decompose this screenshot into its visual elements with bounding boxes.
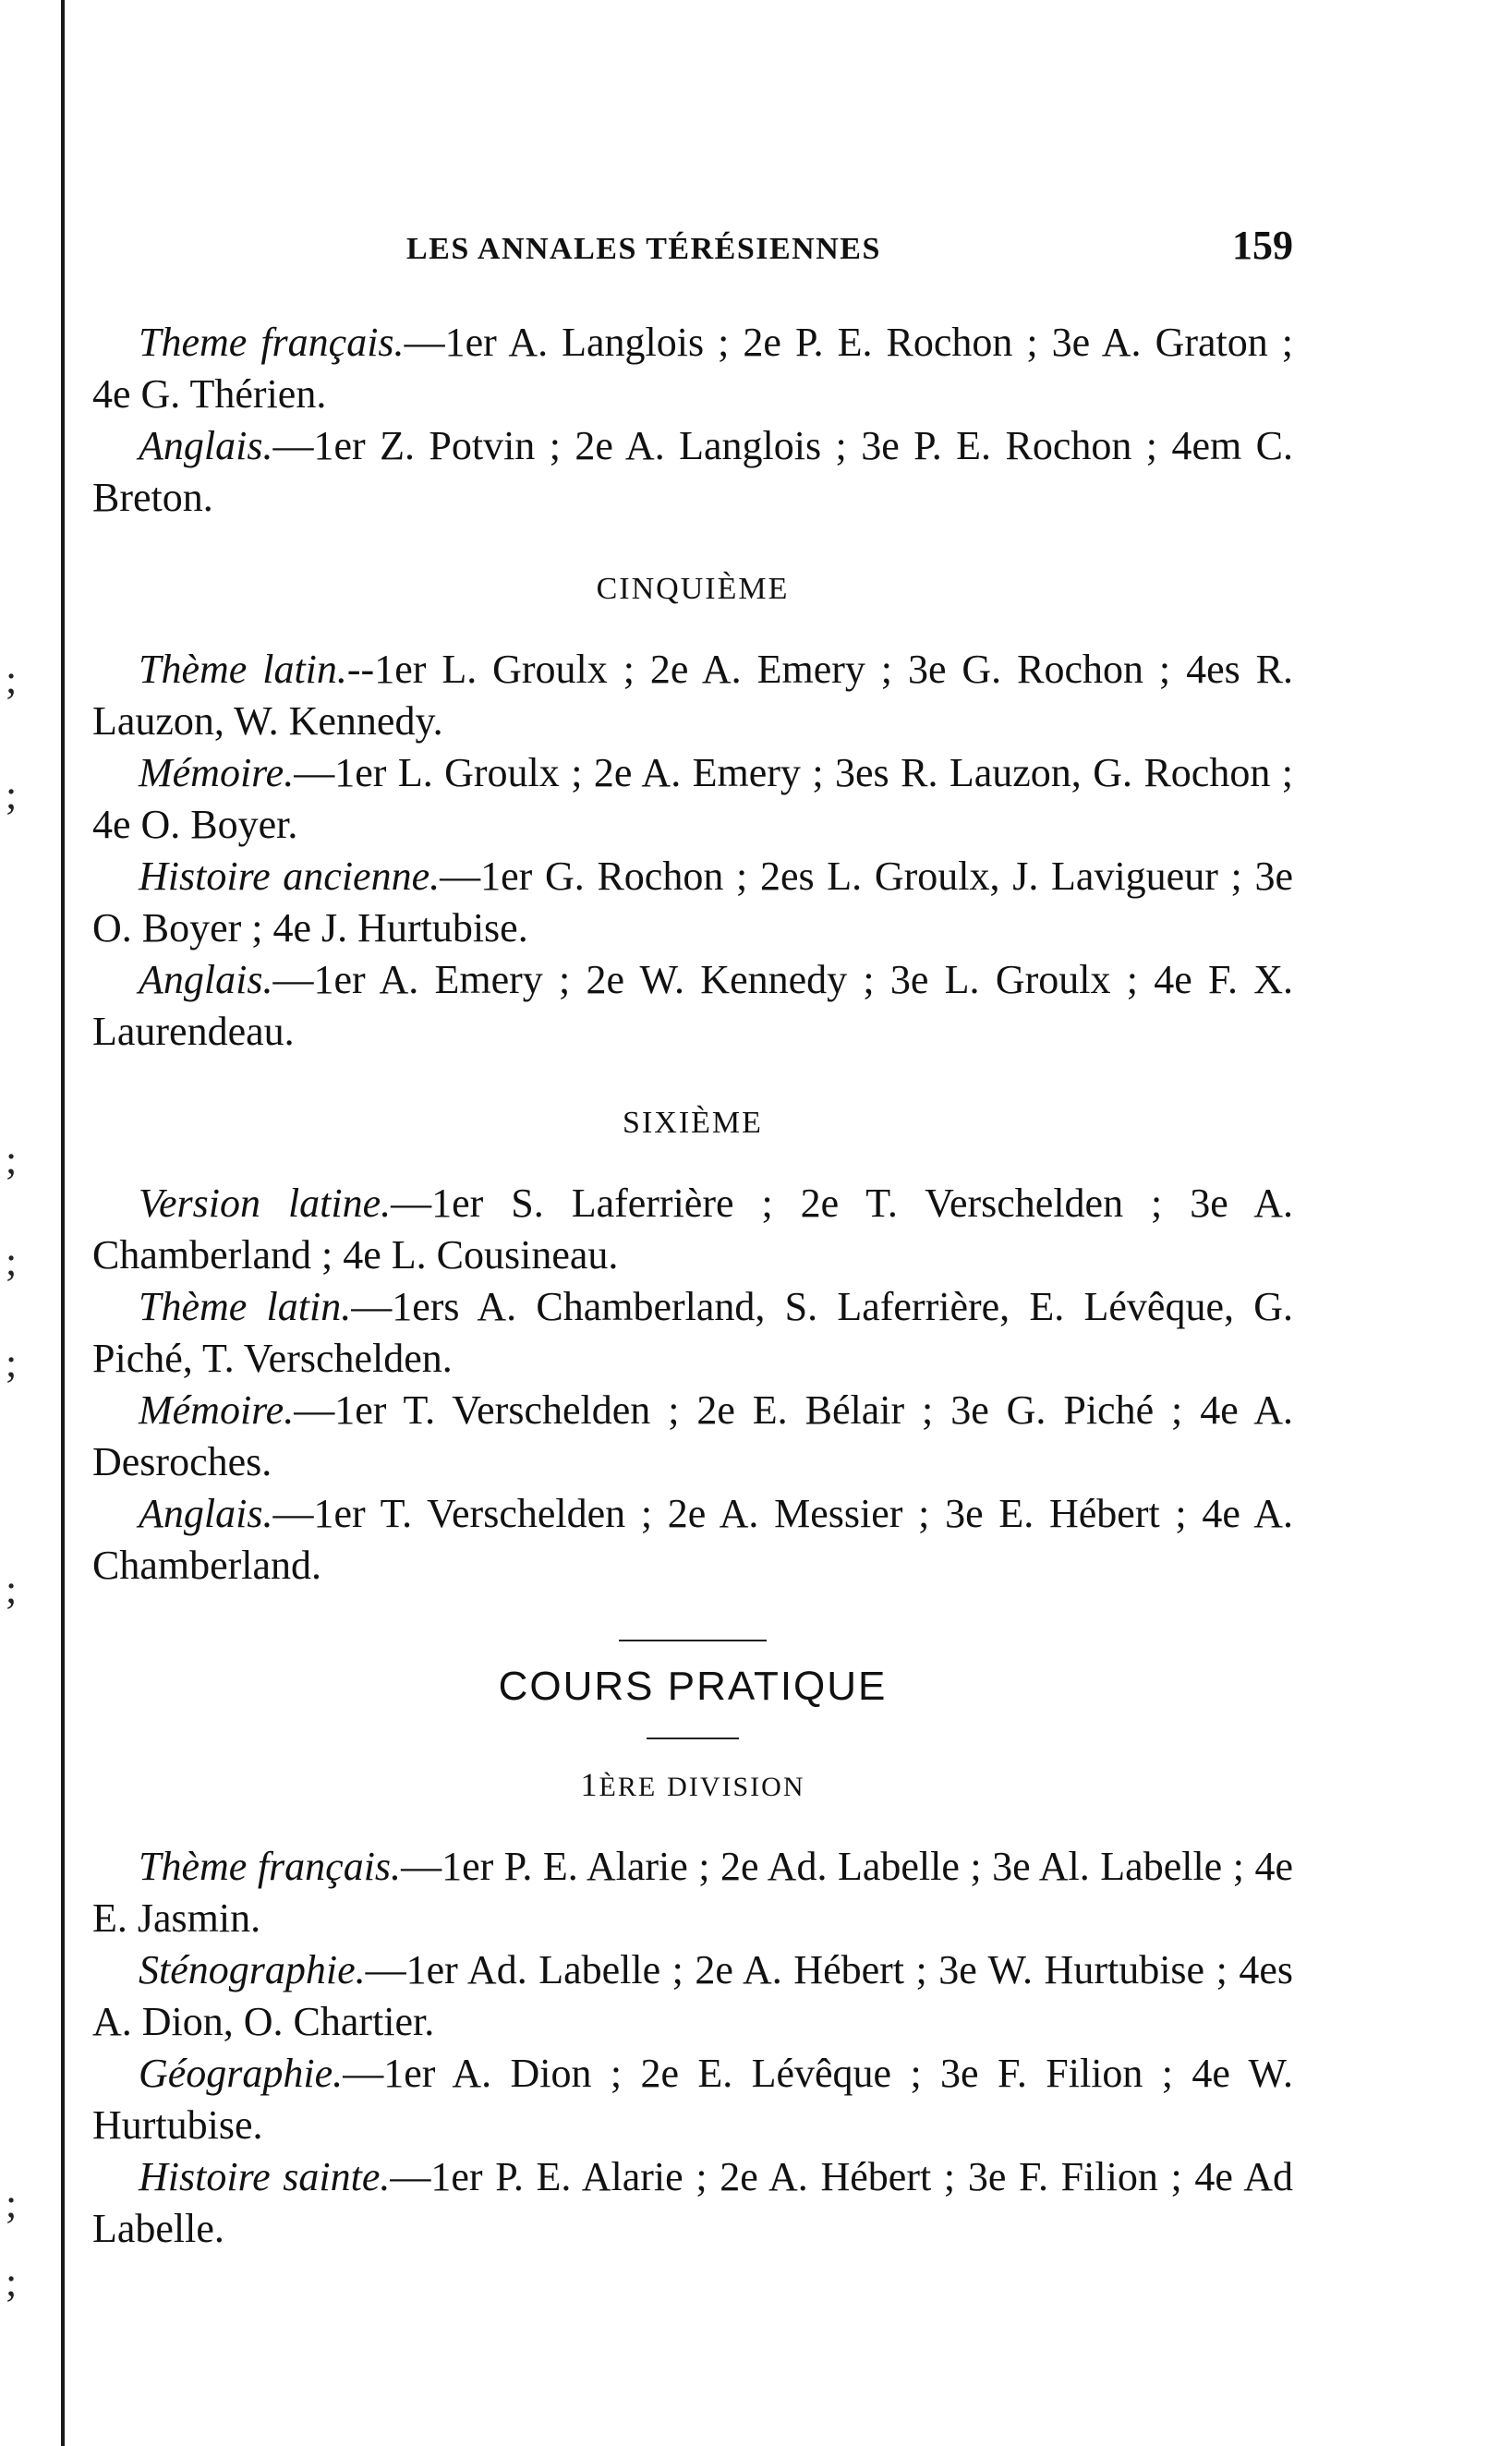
result-paragraph <box>92 317 1293 420</box>
subject-label: Histoire sainte. <box>139 2154 391 2199</box>
subject-label: Géographie. <box>139 2051 344 2096</box>
result-paragraph <box>92 420 1293 524</box>
subject-label: Thème latin. <box>139 1284 352 1329</box>
subject-label: Thème français. <box>139 1844 402 1889</box>
result-paragraph <box>92 1488 1293 1592</box>
margin-mark: ; <box>6 657 18 702</box>
ranking-text: —1er A. Langlois ; 2e P. E. Rochon ; 3e A. Graton ; 4e G. Thérien. <box>92 320 1293 417</box>
result-paragraph <box>92 1841 1293 1944</box>
ranking-text: —1ers A. Chamberland, S. Laferrière, E. Lévêque, G. Piché, T. Verschelden. <box>92 1284 1293 1381</box>
division-heading <box>92 1765 1293 1804</box>
division-word: DIVISION <box>667 1772 805 1802</box>
subject-label: Version latine. <box>139 1181 392 1226</box>
result-paragraph <box>92 747 1293 851</box>
running-title: LES ANNALES TÉRÉSIENNES <box>406 232 881 266</box>
section-divider-rule <box>619 1640 767 1641</box>
result-paragraph <box>92 2048 1293 2151</box>
subject-label: Thème latin. <box>139 647 347 692</box>
subject-label: Mémoire. <box>139 1387 295 1433</box>
result-paragraph <box>92 1178 1293 1281</box>
ranking-text: —1er Ad. Labelle ; 2e A. Hébert ; 3e W. Hurtubise ; 4es A. Dion, O. Chartier. <box>92 1947 1293 2044</box>
page-number: 159 <box>1232 223 1293 268</box>
subject-label: Mémoire. <box>139 750 295 795</box>
section-heading-sixieme: SIXIÈME <box>623 1106 763 1140</box>
result-paragraph <box>92 2151 1293 2255</box>
ranking-text: —1er P. E. Alarie ; 2e Ad. Labelle ; 3e Al. Labelle ; 4e E. Jasmin. <box>92 1844 1294 1941</box>
result-paragraph <box>92 1385 1293 1488</box>
ranking-text: —1er A. Dion ; 2e E. Lévêque ; 3e F. Filion ; 4e W. Hurtubise. <box>92 2051 1293 2148</box>
margin-mark: ; <box>6 2259 18 2305</box>
page-body <box>92 222 1293 2255</box>
result-paragraph <box>92 954 1293 1058</box>
left-margin-marks <box>0 0 37 2446</box>
ranking-text: --1er L. Groulx ; 2e A. Emery ; 3e G. Rochon ; 4es R. Lauzon, W. Kennedy. <box>92 647 1293 744</box>
margin-mark: ; <box>6 1137 18 1182</box>
ranking-text: —1er Z. Potvin ; 2e A. Langlois ; 3e P. E. Rochon ; 4em C. Breton. <box>92 423 1293 520</box>
section-heading-cinquieme: CINQUIÈME <box>596 572 790 606</box>
ranking-text: —1er P. E. Alarie ; 2e A. Hébert ; 3e F. Filion ; 4e Ad Labelle. <box>92 2154 1293 2251</box>
margin-mark: ; <box>6 2181 18 2226</box>
binding-gutter-line <box>61 0 65 2446</box>
ranking-text: —1er A. Emery ; 2e W. Kennedy ; 3e L. Groulx ; 4e F. X. Laurendeau. <box>92 957 1293 1054</box>
ranking-text: —1er S. Laferrière ; 2e T. Verschelden ; 3e A. Chamberland ; 4e L. Cousineau. <box>92 1181 1294 1277</box>
subject-label: Sténographie. <box>139 1947 366 1992</box>
margin-mark: ; <box>6 1340 18 1386</box>
ranking-text: —1er L. Groulx ; 2e A. Emery ; 3es R. Lauzon, G. Rochon ; 4e O. Boyer. <box>92 750 1293 847</box>
subject-label: Histoire ancienne. <box>139 854 441 899</box>
ranking-text: —1er G. Rochon ; 2es L. Groulx, J. Lavigueur ; 3e O. Boyer ; 4e J. Hurtubise. <box>92 854 1293 951</box>
division-number: 1 <box>580 1766 599 1803</box>
result-paragraph <box>92 851 1293 954</box>
division-ordinal: ÈRE <box>599 1772 658 1802</box>
margin-mark: ; <box>6 772 18 817</box>
result-paragraph <box>92 1944 1293 2048</box>
margin-mark: ; <box>6 1239 18 1284</box>
subject-label: Anglais. <box>139 1491 273 1536</box>
ranking-text: —1er T. Verschelden ; 2e E. Bélair ; 3e G. Piché ; 4e A. Desroches. <box>92 1387 1293 1484</box>
short-divider-rule <box>647 1738 739 1739</box>
cours-pratique-heading: COURS PRATIQUE <box>498 1664 888 1709</box>
running-header <box>406 222 1293 269</box>
subject-label: Theme français. <box>139 320 405 365</box>
ranking-text: —1er T. Verschelden ; 2e A. Messier ; 3e E. Hébert ; 4e A. Chamberland. <box>92 1491 1293 1588</box>
result-paragraph <box>92 644 1293 747</box>
result-paragraph <box>92 1281 1293 1385</box>
subject-label: Anglais. <box>139 423 273 468</box>
subject-label: Anglais. <box>139 957 273 1002</box>
margin-mark: ; <box>6 1567 18 1612</box>
